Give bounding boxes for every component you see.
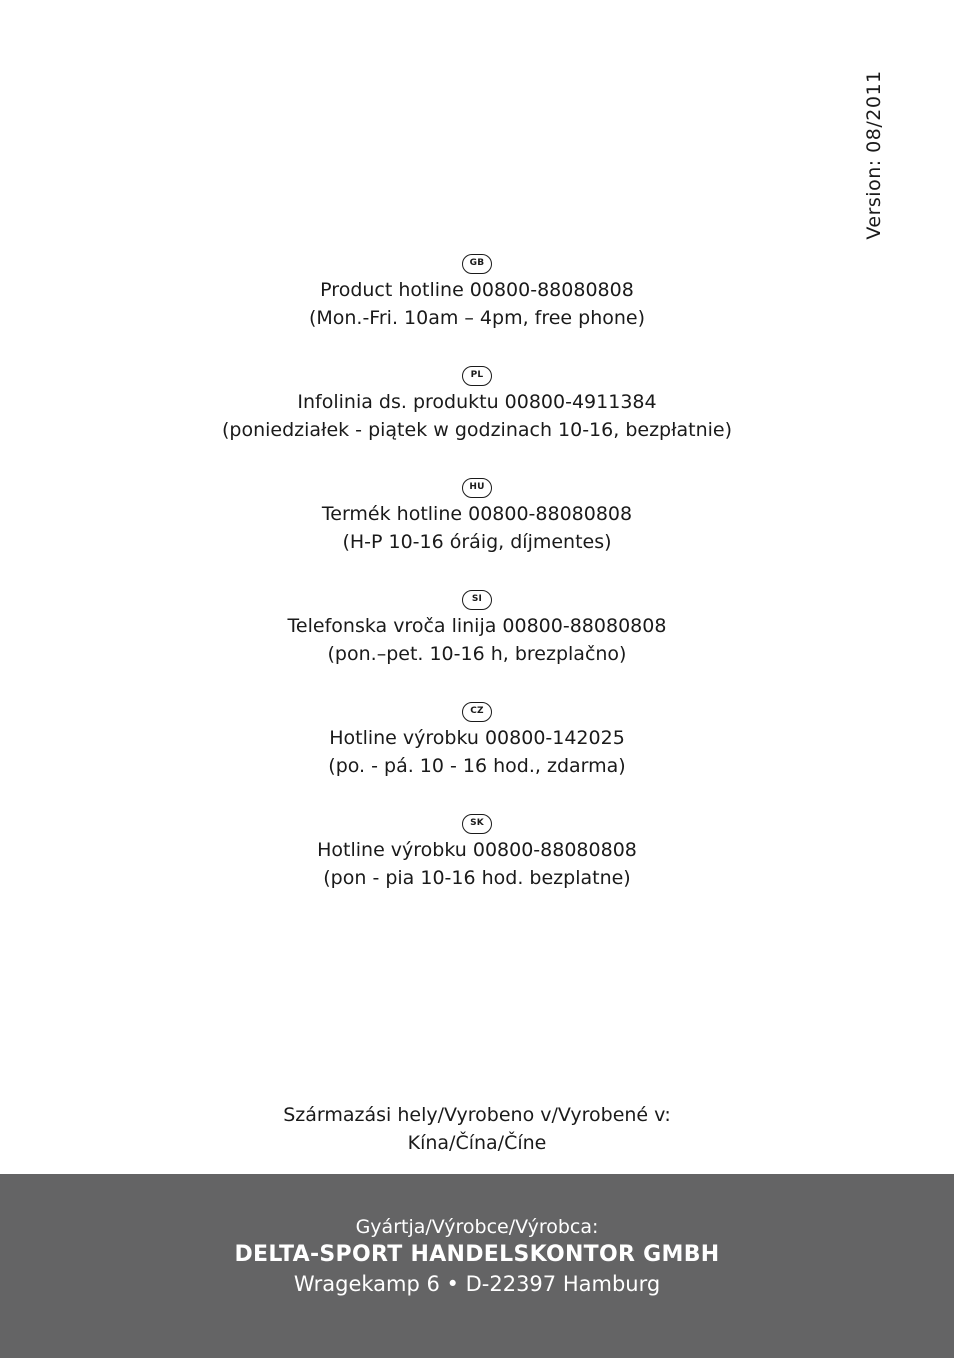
origin-label: Származási hely/Vyrobeno v/Vyrobené v: [283,1104,671,1126]
hotline-number: Infolinia ds. produktu 00800-4911384 [297,391,657,413]
manufacturer-address: Wragekamp 6 • D-22397 Hamburg [293,1272,661,1296]
hotline-block-pl [0,366,954,478]
country-of-origin [0,1101,954,1157]
hotline-block-si [0,590,954,702]
country-badge-si: SI [462,590,492,610]
hotline-number: Termék hotline 00800-88080808 [321,503,633,525]
country-badge-gb: GB [462,254,492,274]
hotline-block-hu [0,478,954,590]
hotline-block-cz [0,702,954,814]
hotline-list [0,254,954,926]
hotline-number: Telefonska vroča linija 00800-88080808 [287,615,667,637]
hotline-hours: (poniedziałek - piątek w godzinach 10-16, bezpłatnie) [221,419,733,441]
hotline-block-gb [0,254,954,366]
hotline-block-sk [0,814,954,926]
origin-country: Kína/Čína/Číne [407,1132,547,1154]
hotline-hours: (H-P 10-16 óráig, díjmentes) [342,531,612,553]
country-badge-cz: CZ [462,702,492,722]
country-badge-pl: PL [462,366,492,386]
manufacturer-footer [0,1174,954,1358]
country-badge-hu: HU [462,478,492,498]
hotline-hours: (pon - pia 10-16 hod. bezplatne) [323,867,631,889]
hotline-hours: (pon.–pet. 10-16 h, brezplačno) [327,643,627,665]
hotline-hours: (po. - pá. 10 - 16 hod., zdarma) [328,755,626,777]
country-badge-sk: SK [462,814,492,834]
hotline-number: Hotline výrobku 00800-142025 [329,727,625,749]
hotline-hours: (Mon.-Fri. 10am – 4pm, free phone) [308,307,646,329]
hotline-number: Hotline výrobku 00800-88080808 [317,839,637,861]
version-label: Version: 08/2011 [863,70,885,240]
hotline-number: Product hotline 00800-88080808 [320,279,634,301]
manufacturer-company: DELTA-SPORT HANDELSKONTOR GMBH [234,1242,720,1267]
manufacturer-label: Gyártja/Výrobce/Výrobca: [355,1216,599,1238]
